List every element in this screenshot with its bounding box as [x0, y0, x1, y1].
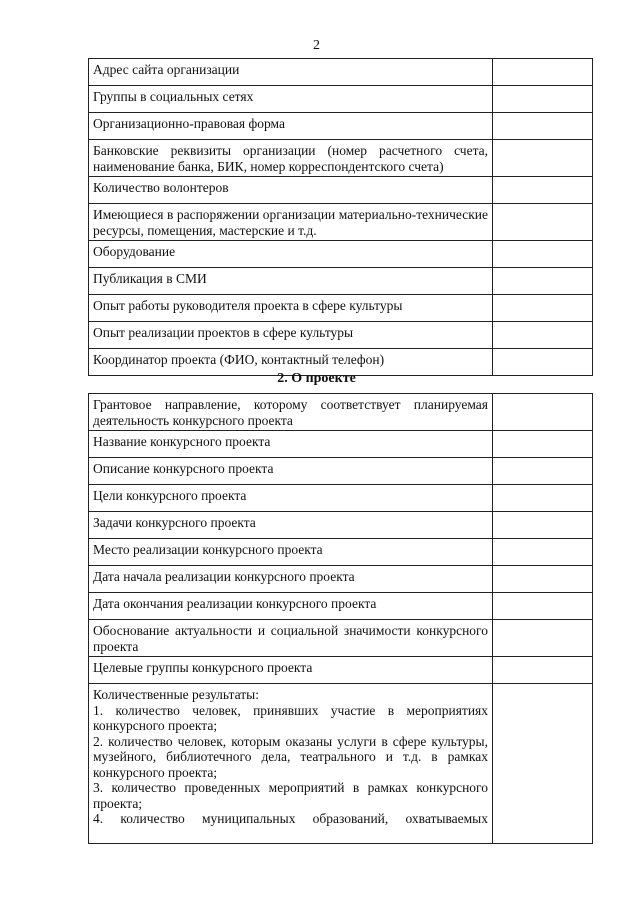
results-item: 2. количество человек, которым оказаны услуги в сфере культуры, музейного, библиотечного дела, театрального и т.д. в рамках конкурсного проекта;	[93, 733, 488, 780]
row-label: Обоснование актуальности и социальной значимости конкурсного проекта	[89, 620, 493, 657]
row-value-cell[interactable]	[493, 620, 593, 657]
section-title: 2. О проекте	[277, 371, 356, 386]
table-row	[89, 431, 593, 458]
row-label: Банковские реквизиты организации (номер расчетного счета, наименование банка, БИК, номер корреспондентского счета)	[89, 140, 493, 177]
table-row	[89, 620, 593, 657]
row-value-cell[interactable]	[493, 539, 593, 566]
row-label: Имеющиеся в распоряжении организации материально-технические ресурсы, помещения, мастерские и т.д.	[89, 204, 493, 241]
row-value-cell[interactable]	[493, 566, 593, 593]
table-row	[89, 177, 593, 204]
row-label: Цели конкурсного проекта	[89, 485, 493, 512]
table-row	[89, 684, 593, 844]
table-row	[89, 322, 593, 349]
row-label: Количество волонтеров	[89, 177, 493, 204]
table-row	[89, 204, 593, 241]
row-value-cell[interactable]	[493, 431, 593, 458]
table-row	[89, 512, 593, 539]
results-cell	[89, 684, 493, 844]
row-value-cell[interactable]	[493, 295, 593, 322]
row-label: Описание конкурсного проекта	[89, 458, 493, 485]
table-row	[89, 593, 593, 620]
table-row	[89, 268, 593, 295]
row-label: Опыт работы руководителя проекта в сфере культуры	[89, 295, 493, 322]
row-label: Организационно-правовая форма	[89, 113, 493, 140]
results-item: 3. количество проведенных мероприятий в рамках конкурсного проекта;	[93, 780, 488, 811]
table-row	[89, 566, 593, 593]
table-row	[89, 458, 593, 485]
results-heading: Количественные результаты:	[93, 687, 259, 702]
results-item: 4. количество муниципальных образований, охватываемых	[93, 811, 488, 826]
row-label: Дата начала реализации конкурсного проекта	[89, 566, 493, 593]
row-label: Публикация в СМИ	[89, 268, 493, 295]
project-info-table	[88, 393, 593, 844]
row-value-cell[interactable]	[493, 86, 593, 113]
row-label: Адрес сайта организации	[89, 59, 493, 86]
row-value-cell[interactable]	[493, 512, 593, 539]
row-value-cell[interactable]	[493, 59, 593, 86]
table-row	[89, 140, 593, 177]
organization-info-table	[88, 58, 593, 376]
row-value-cell[interactable]	[493, 684, 593, 844]
row-value-cell[interactable]	[493, 177, 593, 204]
table-row	[89, 113, 593, 140]
page-number: 2	[313, 38, 320, 53]
row-value-cell[interactable]	[493, 204, 593, 241]
table-row	[89, 241, 593, 268]
row-label: Группы в социальных сетях	[89, 86, 493, 113]
table-row	[89, 86, 593, 113]
row-value-cell[interactable]	[493, 394, 593, 431]
row-value-cell[interactable]	[493, 113, 593, 140]
row-label: Название конкурсного проекта	[89, 431, 493, 458]
row-label: Координатор проекта (ФИО, контактный телефон)	[89, 349, 493, 376]
results-item: 1. количество человек, принявших участие в мероприятиях конкурсного проекта;	[93, 702, 488, 733]
row-label: Оборудование	[89, 241, 493, 268]
row-value-cell[interactable]	[493, 140, 593, 177]
row-value-cell[interactable]	[493, 322, 593, 349]
table-row	[89, 657, 593, 684]
row-value-cell[interactable]	[493, 458, 593, 485]
row-label: Целевые группы конкурсного проекта	[89, 657, 493, 684]
table-row	[89, 59, 593, 86]
table-row	[89, 539, 593, 566]
row-value-cell[interactable]	[493, 241, 593, 268]
row-label: Опыт реализации проектов в сфере культуры	[89, 322, 493, 349]
table-row	[89, 295, 593, 322]
row-label: Задачи конкурсного проекта	[89, 512, 493, 539]
row-value-cell[interactable]	[493, 485, 593, 512]
row-label: Место реализации конкурсного проекта	[89, 539, 493, 566]
row-label: Грантовое направление, которому соответствует планируемая деятельность конкурсного проекта	[89, 394, 493, 431]
table-row	[89, 394, 593, 431]
row-value-cell[interactable]	[493, 657, 593, 684]
row-value-cell[interactable]	[493, 593, 593, 620]
row-label: Дата окончания реализации конкурсного проекта	[89, 593, 493, 620]
row-value-cell[interactable]	[493, 268, 593, 295]
table-row	[89, 485, 593, 512]
